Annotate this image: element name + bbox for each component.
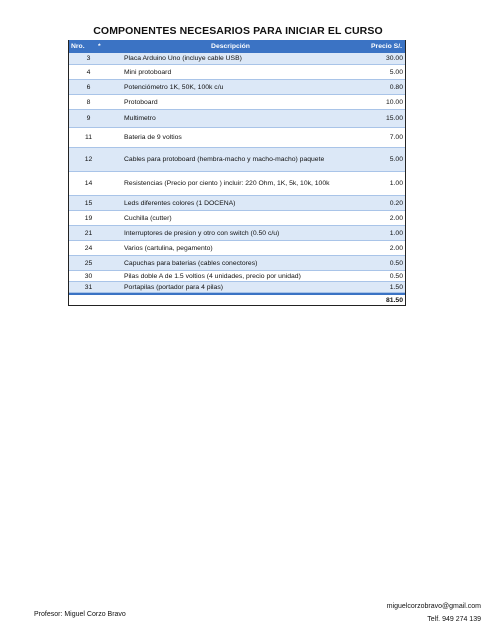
row-price: 7.00	[389, 134, 403, 141]
row-description: Capuchas para baterias (cables conectores)	[124, 259, 258, 267]
row-description: Leds diferentes colores (1 DOCENA)	[124, 199, 236, 207]
row-price: 1.00	[389, 180, 403, 187]
row-description: Protoboard	[124, 98, 158, 106]
row-price: 1.50	[389, 283, 403, 291]
row-price: 2.00	[389, 244, 403, 252]
table-row	[69, 196, 405, 211]
row-description: Bateria de 9 voltios	[124, 134, 182, 141]
row-number: 4	[86, 68, 91, 76]
row-number: 9	[86, 115, 91, 122]
row-price: 0.50	[389, 272, 403, 280]
row-number: 8	[86, 98, 91, 106]
row-price: 2.00	[389, 214, 403, 222]
row-number: 14	[84, 180, 93, 187]
contact-info	[387, 600, 481, 626]
row-description: Interruptores de presion y otro con switch (0.50 c/u)	[124, 229, 280, 237]
row-description: Potenciómetro 1K, 50K, 100k c/u	[124, 83, 224, 91]
document-title: COMPONENTES NECESARIOS PARA INICIAR EL CURSO	[93, 25, 383, 37]
row-number: 21	[84, 229, 93, 237]
row-price: 5.00	[389, 68, 403, 76]
professor-name: Profesor: Miguel Corzo Bravo	[34, 611, 126, 618]
row-price: 30.00	[385, 55, 403, 62]
row-number: 3	[86, 55, 91, 62]
table-row	[69, 80, 405, 95]
header-description: Descripción	[211, 43, 250, 50]
row-number: 11	[84, 134, 93, 141]
row-description: Multimetro	[124, 115, 156, 122]
row-description: Cuchilla (cutter)	[124, 214, 172, 222]
contact-email: miguelcorzobravo@gmail.com	[386, 603, 481, 610]
table-row	[69, 65, 405, 80]
table-row	[69, 256, 405, 271]
table-row	[69, 241, 405, 256]
row-price: 1.00	[389, 229, 403, 237]
total-row	[69, 293, 405, 305]
table-row	[69, 211, 405, 226]
table-row	[69, 128, 405, 148]
header-price: Precio S/.	[371, 43, 402, 50]
row-number: 6	[86, 83, 91, 91]
row-number: 25	[84, 259, 93, 267]
contact-phone: Telf. 949 274 139	[427, 616, 481, 623]
row-price: 0.50	[389, 259, 403, 267]
table-row	[69, 53, 405, 65]
row-description: Placa Arduino Uno (incluye cable USB)	[124, 55, 242, 62]
row-price: 0.20	[389, 199, 403, 207]
row-price: 15.00	[385, 115, 403, 122]
row-description: Cables para protoboard (hembra-macho y macho-macho) paquete	[124, 156, 325, 163]
row-price: 5.00	[389, 156, 403, 163]
table-row	[69, 172, 405, 196]
row-number: 12	[84, 156, 93, 163]
row-number: 19	[84, 214, 93, 222]
row-description: Mini protoboard	[124, 68, 172, 76]
table-row	[69, 110, 405, 128]
row-number: 31	[84, 283, 93, 291]
row-description: Portapilas (portador para 4 pilas)	[124, 283, 223, 291]
row-number: 15	[84, 199, 93, 207]
table-header	[69, 40, 405, 53]
header-nro: Nro.	[71, 43, 85, 50]
header-star: *	[98, 43, 101, 50]
components-table	[68, 40, 406, 306]
row-description: Pilas doble A de 1.5 voltios (4 unidades, precio por unidad)	[124, 272, 301, 280]
row-price: 10.00	[385, 98, 403, 106]
row-price: 0.80	[389, 83, 403, 91]
table-row	[69, 95, 405, 110]
row-number: 24	[84, 244, 93, 252]
table-row	[69, 148, 405, 172]
row-description: Varios (cartulina, pegamento)	[124, 244, 213, 252]
table-row	[69, 271, 405, 282]
table-row	[69, 282, 405, 293]
row-description: Resistencias (Precio por ciento ) incluir: 220 Ohm, 1K, 5k, 10k, 100k	[124, 180, 330, 187]
total-price: 81.50	[385, 296, 403, 304]
row-number: 30	[84, 272, 93, 280]
table-row	[69, 226, 405, 241]
